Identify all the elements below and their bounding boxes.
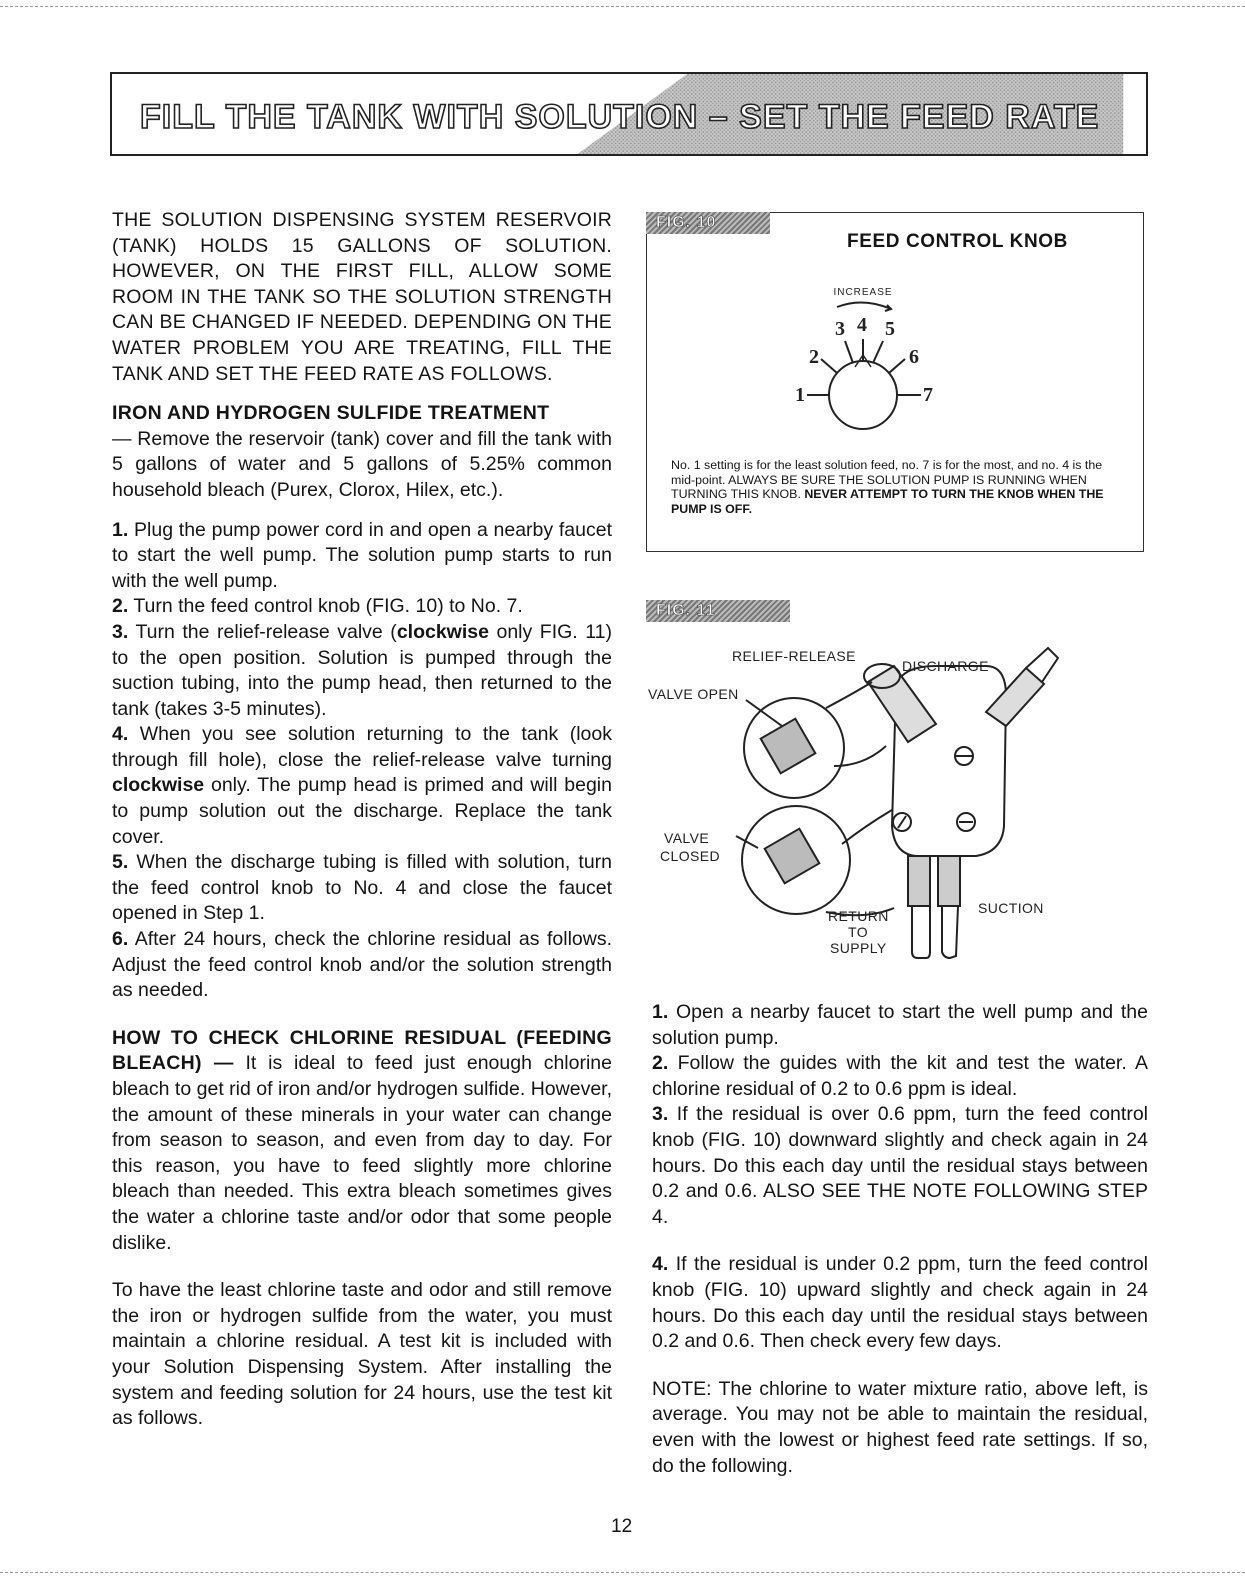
return-fitting (908, 856, 930, 906)
step-1 (112, 518, 612, 595)
iron-heading: IRON AND HYDROGEN SULFIDE TREATMENT (112, 402, 550, 425)
step-number: 2. (652, 1052, 669, 1075)
page-number: 12 (611, 1516, 633, 1537)
knob-setting-2: 2 (809, 346, 819, 368)
section-banner (110, 72, 1148, 156)
left-column (112, 208, 612, 1432)
step-3 (112, 620, 612, 722)
step-number: 3. (112, 620, 129, 643)
step-2 (112, 594, 612, 620)
check-section (112, 1026, 612, 1256)
fig-10-tag: FIG. 10 (646, 212, 770, 234)
relief-release-label: RELIEF-RELEASE (732, 648, 856, 664)
fig-10-title: FEED CONTROL KNOB (847, 231, 1068, 252)
step-number: 4. (652, 1253, 669, 1276)
step-number: 4. (112, 723, 129, 746)
iron-text: — Remove the reservoir (tank) cover and fill the tank with 5 gallons of water and 5 gallons of 5.25% common household bleach (Purex, Clorox, Hilex, etc.). (112, 427, 612, 501)
scan-edge-top (0, 6, 1245, 7)
step-text: When you see solution returning to the tank (look through fill hole), close the relief-release valve turning (112, 723, 612, 771)
step-emphasis: clockwise (112, 774, 205, 797)
step-number: 1. (112, 518, 129, 541)
knob-setting-6: 6 (909, 346, 919, 368)
iron-section (112, 401, 612, 503)
step-text: Follow the guides with the kit and test the water. A chlorine residual of 0.2 to 0.6 ppm is ideal. (652, 1052, 1148, 1100)
note-warning: NEVER ATTEMPT TO TURN THE KNOB WHEN THE PUMP IS OFF. (671, 487, 1104, 516)
step-number: 1. (652, 1001, 669, 1023)
step-6 (112, 927, 612, 1004)
return-label: RETURN (828, 908, 889, 924)
knob-setting-4: 4 (857, 314, 867, 336)
suction-label: SUCTION (978, 900, 1044, 916)
step-text: When the discharge tubing is filled with solution, turn the feed control knob to No. 4 and close the faucet opened in Step 1. (112, 851, 612, 925)
supply-label: SUPPLY (830, 940, 887, 956)
step-text: Turn the relief-release valve ( (135, 620, 397, 643)
step-emphasis: clockwise (396, 620, 489, 643)
right-step-2 (652, 1051, 1148, 1102)
intro-paragraph: THE SOLUTION DISPENSING SYSTEM RESERVOIR (TANK) HOLDS 15 GALLONS OF SOLUTION. HOWEVER, ON THE FIRST FILL, ALLOW SOME ROOM IN THE TANK SO THE SOLUTION STRENGTH CAN BE CHANGED IF NEEDED. DEPENDING ON THE WATER PROBLEM YOU ARE TREATING, FILL THE TANK AND SET THE FEED RATE AS FOLLOWS. (112, 209, 612, 385)
scan-edge-bottom (0, 1572, 1245, 1573)
step-text: Turn the feed control knob (FIG. 10) to No. 7. (133, 595, 523, 618)
step-text: After 24 hours, check the chlorine residual as follows. Adjust the feed control knob and/or the solution strength as needed. (112, 928, 613, 1002)
to-label: TO (848, 924, 868, 940)
page-title: FILL THE TANK WITH SOLUTION – SET THE FEED RATE (140, 98, 1100, 136)
fig-11-figure (646, 596, 1146, 976)
step-text: only FIG. 11) to the open position. Solution is pumped through the suction tubing, into the pump head, then returned to the tank (takes 3-5 minutes). (112, 620, 612, 720)
valve-label: VALVE (664, 830, 710, 846)
step-number: 6. (112, 928, 129, 951)
right-step-1 (652, 1000, 1148, 1051)
suction-fitting (938, 856, 960, 906)
final-paragraph: To have the least chlorine taste and odor and still remove the iron or hydrogen sulfide from the water, you must maintain a chlorine residual. A test kit is included with your Solution Dispensing System. After installing the system and feeding solution for 24 hours, use the test kit as follows. (112, 1279, 612, 1430)
step-5 (112, 850, 612, 927)
right-note: NOTE: The chlorine to water mixture ratio, above left, is average. You may not be able to maintain the residual, even with the lowest or highest feed rate settings. If so, do the following. (652, 1377, 1148, 1477)
step-number: 5. (112, 851, 129, 874)
step-text: If the residual is under 0.2 ppm, turn the feed control knob (FIG. 10) upward slightly and check again in 24 hours. Do this each day until the residual stays between 0.2 and 0.6. Then check every few days. (652, 1253, 1149, 1353)
closed-label: CLOSED (660, 848, 720, 864)
knob-setting-5: 5 (885, 318, 895, 340)
discharge-label: DISCHARGE (902, 658, 989, 674)
fig-10-note (671, 458, 1121, 516)
knob-setting-1: 1 (795, 384, 805, 406)
step-number: 3. (652, 1103, 669, 1126)
knob-circle (829, 361, 897, 429)
check-text: It is ideal to feed just enough chlorine bleach to get rid of iron and/or hydrogen sulfide. However, the amount of these minerals in your water can change from season to season, and even from day to day. For this reason, you have to feed slightly more chlorine bleach than needed. This extra bleach sometimes gives the water a chlorine taste and/or odor that some people dislike. (112, 1052, 613, 1254)
pump-head-diagram (646, 596, 1146, 976)
step-4 (112, 722, 612, 850)
step-text: If the residual is over 0.6 ppm, turn the feed control knob (FIG. 10) downward slightly and check again in 24 hours. Do this each day until the residual stays between 0.2 and 0.6. ALSO SEE THE NOTE FOLLOWING STEP 4. (652, 1103, 1148, 1228)
right-step-4 (652, 1252, 1148, 1354)
note-text: No. 1 setting is for the least solution feed, no. 7 is for the most, and no. 4 is the mid-point. ALWAYS BE SURE THE SOLUTION PUMP IS RUNNING WHEN TURNING THIS KNOB. (671, 458, 1103, 502)
increase-label: INCREASE (833, 287, 893, 298)
right-column (652, 1000, 1148, 1479)
right-step-3 (652, 1102, 1148, 1230)
knob-setting-3: 3 (835, 318, 845, 340)
feed-knob-diagram (797, 263, 997, 453)
step-text: only. The pump head is primed and will begin to pump solution out the discharge. Replace the tank cover. (112, 774, 612, 848)
step-number: 2. (112, 595, 129, 618)
step-text: Plug the pump power cord in and open a nearby faucet to start the well pump. The solution pump starts to run with the well pump. (112, 518, 613, 592)
check-heading: HOW TO CHECK CHLORINE RESIDUAL (FEEDING BLEACH) — (112, 1026, 612, 1075)
valve-open-label: VALVE OPEN (648, 686, 739, 702)
step-text: Open a nearby faucet to start the well pump and the solution pump. (652, 1001, 1149, 1049)
fig-10-box (646, 212, 1144, 552)
knob-setting-7: 7 (923, 384, 933, 406)
fig-11-tag: FIG. 11 (646, 600, 790, 622)
